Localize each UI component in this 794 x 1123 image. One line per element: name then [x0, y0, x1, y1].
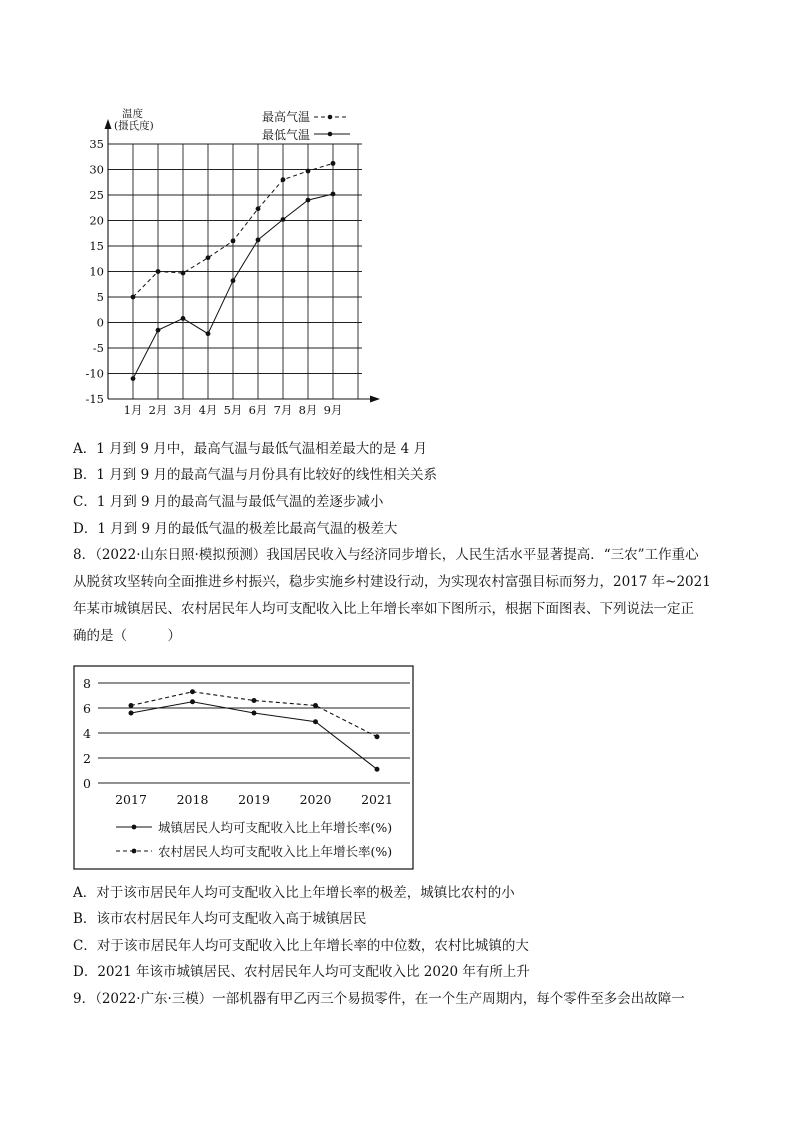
chart1-legend-label-min: 最低气温 [262, 128, 311, 142]
chart1-axes [105, 119, 381, 403]
chart1-max-point [181, 271, 186, 276]
chart1-legend-label-max: 最高气温 [262, 110, 311, 124]
chart1-x-tick-label: 9月 [323, 403, 343, 417]
chart1-min-point [281, 217, 286, 222]
chart2-y-tick-label: 4 [83, 726, 91, 741]
chart1-max-point [256, 206, 261, 211]
chart2-y-tick-label: 0 [83, 776, 91, 791]
q7-option-a: A．1 月到 9 月中，最高气温与最低气温相差最大的是 4 月 [73, 441, 427, 457]
chart2-rural-point [129, 703, 134, 708]
chart1-y-tick-label: 5 [96, 290, 104, 304]
chart1-max-point [231, 239, 236, 244]
chart1-y-tick-labels [85, 137, 104, 406]
chart1-x-tick-label: 4月 [198, 403, 218, 417]
chart1-min-point [181, 316, 186, 321]
chart2-rural-point [313, 703, 318, 708]
chart1-min-point [206, 331, 211, 336]
chart2-x-tick-labels [115, 792, 393, 807]
chart1-max-point [331, 161, 336, 166]
chart1-x-tick-label: 6月 [248, 403, 268, 417]
chart1-y-tick-label: 30 [89, 162, 104, 177]
chart1-max-point [156, 269, 161, 274]
chart1-legend-dot [328, 132, 333, 137]
chart2-frame [74, 666, 413, 869]
chart2-y-tick-labels [83, 676, 91, 791]
chart2-x-tick-label: 2021 [361, 792, 393, 807]
temperature-chart [0, 0, 794, 420]
chart1-max-point [206, 255, 211, 260]
q7-option-b: B．1 月到 9 月的最高气温与月份具有比较好的线性相关关系 [73, 467, 437, 483]
q8-stem [73, 542, 723, 650]
q8-stem-line: 年某市城镇居民、农村居民年人均可支配收入比上年增长率如下图所示，根据下面图表、下列说法一定正 [73, 601, 694, 617]
q8-option-c: C．对于该市居民年人均可支配收入比上年增长率的中位数，农村比城镇的大 [73, 938, 529, 954]
chart1-y-tick-label: 20 [89, 213, 104, 228]
chart2-legend-label-urban: 城镇居民人均可支配收入比上年增长率(%) [158, 820, 393, 835]
chart2-urban-point [190, 699, 195, 704]
chart2-rural-point [252, 698, 257, 703]
q8-stem-line: 确的是（ ） [73, 628, 181, 644]
chart1-min-point [306, 198, 311, 203]
chart1-x-axis-arrow [370, 396, 380, 403]
chart1-y-tick-label: 0 [96, 315, 104, 330]
chart1-x-tick-label: 7月 [273, 403, 293, 417]
income-growth-chart [0, 660, 794, 875]
chart1-max-point [131, 295, 136, 300]
chart1-x-tick-label: 8月 [298, 403, 318, 417]
chart1-y-tick-label: 25 [89, 188, 104, 202]
chart1-min-point [231, 278, 236, 283]
q8-option-b: B．该市农村居民年人均可支配收入高于城镇居民 [73, 911, 367, 927]
chart1-x-tick-label: 2月 [148, 403, 168, 417]
chart2-y-tick-label: 8 [83, 676, 91, 691]
chart1-x-tick-label: 1月 [123, 403, 143, 417]
chart1-max-point [281, 177, 286, 182]
chart1-y-tick-label: 35 [89, 137, 104, 151]
chart1-y-axis-arrow [105, 119, 112, 129]
chart2-series [129, 689, 380, 772]
chart2-x-tick-label: 2020 [299, 792, 332, 807]
chart2-y-tick-label: 2 [83, 751, 91, 766]
chart1-min-point [131, 376, 136, 381]
chart2-legend-dot [132, 849, 137, 854]
chart1-ylabel-line2: (摄氏度) [114, 120, 154, 132]
chart1-min-point [331, 192, 336, 197]
chart1-x-tick-label: 3月 [173, 403, 193, 417]
chart2-legend-label-rural: 农村居民人均可支配收入比上年增长率(%) [158, 844, 393, 859]
chart1-y-tick-label: -10 [85, 366, 104, 381]
chart1-y-tick-label: -5 [92, 341, 104, 355]
chart1-ylabel-line1: 温度 [122, 108, 143, 120]
chart2-legend-dot [132, 825, 137, 830]
chart1-grid [108, 144, 362, 399]
chart2-urban-point [375, 767, 380, 772]
q8-stem-line: 8．（2022·山东日照·模拟预测）我国居民收入与经济同步增长，人民生活水平显著提高．“三农”工作重心 [73, 547, 699, 563]
chart1-y-tick-label: 15 [89, 239, 104, 253]
chart2-x-tick-label: 2019 [238, 792, 270, 807]
chart2-urban-point [129, 711, 134, 716]
q7-option-d: D．1 月到 9 月的最低气温的极差比最高气温的极差大 [73, 521, 398, 537]
chart1-x-tick-labels [124, 403, 343, 417]
chart2-y-tick-label: 6 [83, 701, 91, 716]
chart1-y-tick-label: -15 [85, 392, 104, 406]
q7-option-c: C．1 月到 9 月的最高气温与最低气温的差逐步减小 [73, 494, 384, 510]
chart1-y-tick-label: 10 [89, 264, 104, 279]
chart2-rural-point [375, 734, 380, 739]
chart1-x-tick-label: 5月 [223, 403, 243, 417]
chart1-min-point [256, 237, 261, 242]
chart2-rural-point [190, 689, 195, 694]
chart2-urban-point [252, 711, 257, 716]
q9-stem: 9．（2022·广东·三模）一部机器有甲乙丙三个易损零件，在一个生产周期内，每个零件至多会出故障一 [73, 991, 685, 1007]
q8-option-d: D．2021 年该市城镇居民、农村居民年人均可支配收入比 2020 年有所上升 [73, 964, 530, 980]
q8-stem-line: 从脱贫攻坚转向全面推进乡村振兴，稳步实施乡村建设行动，为实现农村富强目标而努力，2017 年~2021 [73, 574, 711, 590]
chart1-legend-dot [328, 115, 333, 120]
chart2-x-tick-label: 2017 [115, 792, 147, 807]
chart2-x-tick-label: 2018 [176, 792, 209, 807]
q8-option-a: A．对于该市居民年人均可支配收入比上年增长率的极差，城镇比农村的小 [73, 885, 515, 901]
chart1-min-point [156, 328, 161, 333]
chart1-max-point [306, 169, 311, 174]
chart2-urban-point [313, 719, 318, 724]
